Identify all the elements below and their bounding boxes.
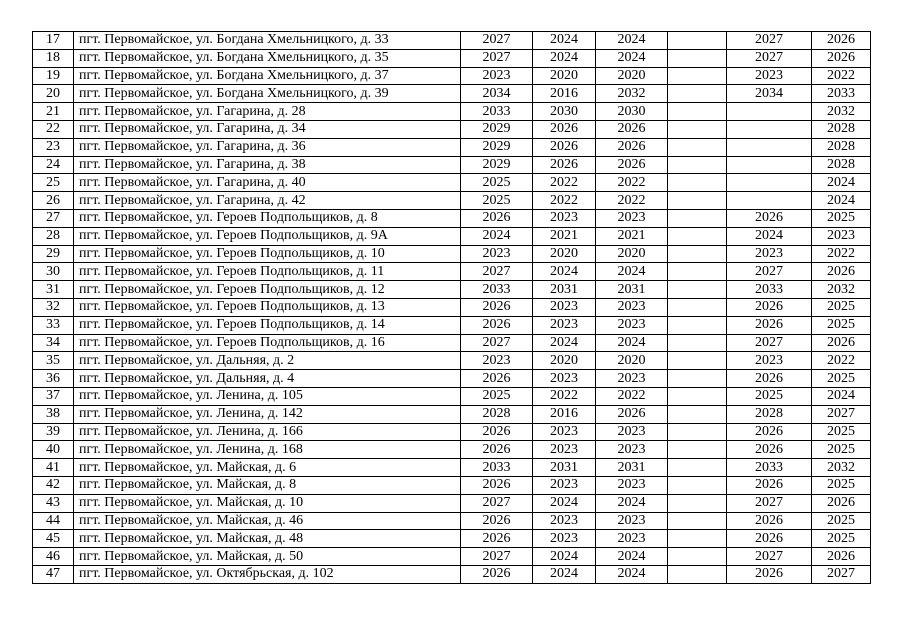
year-cell [668, 530, 727, 548]
year-cell: 2022 [596, 387, 668, 405]
year-cell: 2026 [727, 316, 812, 334]
year-cell [727, 103, 812, 121]
year-cell: 2024 [727, 227, 812, 245]
year-cell: 2026 [461, 209, 533, 227]
year-cell [668, 67, 727, 85]
year-cell: 2026 [461, 298, 533, 316]
year-cell: 2026 [533, 120, 596, 138]
table-row [33, 209, 871, 227]
year-cell: 2034 [727, 85, 812, 103]
year-cell: 2026 [596, 405, 668, 423]
table-row [33, 370, 871, 388]
row-number-cell: 17 [33, 32, 74, 50]
table-row [33, 530, 871, 548]
year-cell: 2016 [533, 85, 596, 103]
year-cell: 2031 [533, 281, 596, 299]
year-cell: 2028 [461, 405, 533, 423]
row-number-cell: 34 [33, 334, 74, 352]
year-cell: 2024 [596, 565, 668, 583]
year-cell: 2028 [812, 120, 871, 138]
year-cell: 2025 [812, 530, 871, 548]
year-cell: 2022 [812, 352, 871, 370]
year-cell: 2033 [461, 281, 533, 299]
year-cell: 2033 [727, 281, 812, 299]
year-cell: 2026 [727, 298, 812, 316]
year-cell [668, 370, 727, 388]
address-cell: пгт. Первомайское, ул. Дальняя, д. 2 [74, 352, 461, 370]
year-cell: 2024 [596, 494, 668, 512]
year-cell: 2026 [596, 156, 668, 174]
year-cell [668, 174, 727, 192]
year-cell [668, 120, 727, 138]
year-cell: 2034 [461, 85, 533, 103]
address-cell: пгт. Первомайское, ул. Героев Подпольщиков, д. 11 [74, 263, 461, 281]
year-cell: 2028 [812, 156, 871, 174]
address-cell: пгт. Первомайское, ул. Героев Подпольщиков, д. 13 [74, 298, 461, 316]
year-cell: 2026 [727, 423, 812, 441]
year-cell: 2027 [461, 548, 533, 566]
row-number-cell: 22 [33, 120, 74, 138]
address-cell: пгт. Первомайское, ул. Героев Подпольщиков, д. 12 [74, 281, 461, 299]
year-cell [668, 245, 727, 263]
table-row [33, 85, 871, 103]
year-cell: 2026 [461, 370, 533, 388]
address-cell: пгт. Первомайское, ул. Героев Подпольщиков, д. 14 [74, 316, 461, 334]
year-cell: 2032 [812, 459, 871, 477]
year-cell: 2020 [596, 352, 668, 370]
year-cell: 2026 [727, 370, 812, 388]
year-cell: 2025 [461, 174, 533, 192]
table-row [33, 459, 871, 477]
year-cell: 2024 [596, 263, 668, 281]
year-cell [668, 227, 727, 245]
year-cell: 2023 [596, 298, 668, 316]
year-cell [668, 49, 727, 67]
year-cell [668, 209, 727, 227]
year-cell: 2024 [533, 32, 596, 50]
year-cell: 2025 [812, 423, 871, 441]
year-cell: 2021 [596, 227, 668, 245]
address-cell: пгт. Первомайское, ул. Майская, д. 50 [74, 548, 461, 566]
row-number-cell: 21 [33, 103, 74, 121]
year-cell: 2026 [727, 530, 812, 548]
year-cell: 2026 [461, 530, 533, 548]
year-cell: 2023 [596, 423, 668, 441]
address-cell: пгт. Первомайское, ул. Героев Подпольщиков, д. 9А [74, 227, 461, 245]
year-cell: 2020 [596, 67, 668, 85]
table-row [33, 565, 871, 583]
year-cell [668, 548, 727, 566]
year-cell: 2022 [533, 192, 596, 210]
address-cell: пгт. Первомайское, ул. Героев Подпольщиков, д. 16 [74, 334, 461, 352]
table-row [33, 67, 871, 85]
year-cell: 2023 [533, 530, 596, 548]
year-cell [668, 565, 727, 583]
address-cell: пгт. Первомайское, ул. Богдана Хмельницкого, д. 39 [74, 85, 461, 103]
table-row [33, 103, 871, 121]
year-cell: 2021 [533, 227, 596, 245]
row-number-cell: 28 [33, 227, 74, 245]
year-cell: 2024 [596, 49, 668, 67]
year-cell: 2026 [461, 441, 533, 459]
year-cell: 2024 [596, 334, 668, 352]
table-body [33, 32, 871, 584]
address-cell: пгт. Первомайское, ул. Майская, д. 8 [74, 476, 461, 494]
row-number-cell: 20 [33, 85, 74, 103]
address-cell: пгт. Первомайское, ул. Героев Подпольщиков, д. 8 [74, 209, 461, 227]
year-cell [668, 298, 727, 316]
table-row [33, 192, 871, 210]
year-cell: 2026 [727, 441, 812, 459]
year-cell [668, 316, 727, 334]
year-cell: 2025 [461, 192, 533, 210]
address-cell: пгт. Первомайское, ул. Гагарина, д. 42 [74, 192, 461, 210]
year-cell: 2024 [812, 192, 871, 210]
address-cell: пгт. Первомайское, ул. Богдана Хмельницкого, д. 35 [74, 49, 461, 67]
row-number-cell: 25 [33, 174, 74, 192]
year-cell: 2022 [596, 192, 668, 210]
address-cell: пгт. Первомайское, ул. Героев Подпольщиков, д. 10 [74, 245, 461, 263]
year-cell: 2026 [596, 138, 668, 156]
year-cell: 2027 [727, 32, 812, 50]
year-cell: 2023 [461, 67, 533, 85]
row-number-cell: 44 [33, 512, 74, 530]
table-row [33, 352, 871, 370]
table-row [33, 120, 871, 138]
row-number-cell: 41 [33, 459, 74, 477]
year-cell: 2032 [812, 103, 871, 121]
year-cell: 2023 [533, 512, 596, 530]
address-cell: пгт. Первомайское, ул. Гагарина, д. 34 [74, 120, 461, 138]
year-cell: 2025 [812, 298, 871, 316]
year-cell: 2023 [596, 530, 668, 548]
year-cell [668, 423, 727, 441]
row-number-cell: 33 [33, 316, 74, 334]
year-cell: 2026 [812, 263, 871, 281]
year-cell: 2023 [596, 476, 668, 494]
table-row [33, 423, 871, 441]
year-cell: 2022 [533, 174, 596, 192]
table-row [33, 387, 871, 405]
year-cell: 2022 [533, 387, 596, 405]
year-cell [668, 138, 727, 156]
data-table [32, 31, 871, 584]
year-cell: 2016 [533, 405, 596, 423]
year-cell [668, 103, 727, 121]
table-row [33, 138, 871, 156]
year-cell: 2026 [812, 32, 871, 50]
year-cell: 2022 [812, 67, 871, 85]
table-row [33, 316, 871, 334]
row-number-cell: 46 [33, 548, 74, 566]
address-cell: пгт. Первомайское, ул. Ленина, д. 168 [74, 441, 461, 459]
year-cell [668, 32, 727, 50]
year-cell [668, 156, 727, 174]
year-cell: 2023 [461, 352, 533, 370]
year-cell: 2023 [727, 245, 812, 263]
table-row [33, 156, 871, 174]
year-cell: 2024 [533, 49, 596, 67]
year-cell [727, 120, 812, 138]
year-cell [668, 494, 727, 512]
table-row [33, 227, 871, 245]
year-cell: 2024 [812, 174, 871, 192]
table-row [33, 245, 871, 263]
year-cell: 2027 [461, 334, 533, 352]
year-cell: 2031 [596, 281, 668, 299]
year-cell: 2029 [461, 138, 533, 156]
table-row [33, 441, 871, 459]
year-cell: 2029 [461, 120, 533, 138]
table-row [33, 512, 871, 530]
year-cell: 2020 [533, 352, 596, 370]
year-cell: 2026 [533, 138, 596, 156]
year-cell: 2023 [533, 476, 596, 494]
year-cell: 2032 [596, 85, 668, 103]
year-cell [727, 174, 812, 192]
year-cell: 2027 [727, 263, 812, 281]
address-cell: пгт. Первомайское, ул. Майская, д. 10 [74, 494, 461, 512]
year-cell: 2028 [812, 138, 871, 156]
row-number-cell: 47 [33, 565, 74, 583]
year-cell: 2026 [812, 334, 871, 352]
year-cell: 2027 [727, 548, 812, 566]
year-cell: 2025 [812, 370, 871, 388]
year-cell: 2026 [461, 316, 533, 334]
year-cell: 2026 [812, 494, 871, 512]
table-row [33, 476, 871, 494]
year-cell: 2026 [727, 209, 812, 227]
year-cell: 2024 [812, 387, 871, 405]
year-cell: 2023 [727, 352, 812, 370]
year-cell: 2026 [533, 156, 596, 174]
year-cell: 2025 [812, 316, 871, 334]
address-cell: пгт. Первомайское, ул. Октябрьская, д. 102 [74, 565, 461, 583]
row-number-cell: 18 [33, 49, 74, 67]
year-cell: 2033 [727, 459, 812, 477]
year-cell: 2024 [533, 334, 596, 352]
year-cell: 2025 [812, 209, 871, 227]
year-cell [668, 263, 727, 281]
row-number-cell: 36 [33, 370, 74, 388]
year-cell: 2023 [596, 441, 668, 459]
row-number-cell: 24 [33, 156, 74, 174]
year-cell: 2020 [533, 245, 596, 263]
year-cell: 2030 [596, 103, 668, 121]
year-cell [727, 156, 812, 174]
row-number-cell: 43 [33, 494, 74, 512]
year-cell: 2026 [461, 476, 533, 494]
year-cell [668, 512, 727, 530]
table-row [33, 405, 871, 423]
year-cell: 2020 [533, 67, 596, 85]
year-cell: 2023 [596, 209, 668, 227]
year-cell: 2023 [533, 423, 596, 441]
year-cell [668, 387, 727, 405]
year-cell [668, 192, 727, 210]
address-cell: пгт. Первомайское, ул. Гагарина, д. 38 [74, 156, 461, 174]
row-number-cell: 45 [33, 530, 74, 548]
year-cell: 2033 [461, 459, 533, 477]
row-number-cell: 26 [33, 192, 74, 210]
row-number-cell: 40 [33, 441, 74, 459]
row-number-cell: 42 [33, 476, 74, 494]
year-cell: 2023 [596, 512, 668, 530]
year-cell: 2023 [533, 441, 596, 459]
year-cell: 2026 [461, 423, 533, 441]
year-cell: 2023 [596, 316, 668, 334]
year-cell: 2023 [461, 245, 533, 263]
year-cell: 2033 [461, 103, 533, 121]
year-cell: 2024 [533, 494, 596, 512]
table-row [33, 32, 871, 50]
year-cell: 2027 [461, 49, 533, 67]
year-cell: 2023 [812, 227, 871, 245]
year-cell: 2023 [596, 370, 668, 388]
row-number-cell: 38 [33, 405, 74, 423]
year-cell: 2027 [727, 494, 812, 512]
year-cell: 2023 [533, 370, 596, 388]
year-cell: 2026 [461, 565, 533, 583]
year-cell: 2027 [727, 49, 812, 67]
year-cell: 2025 [461, 387, 533, 405]
address-cell: пгт. Первомайское, ул. Ленина, д. 142 [74, 405, 461, 423]
year-cell: 2032 [812, 281, 871, 299]
year-cell: 2023 [533, 316, 596, 334]
year-cell: 2026 [596, 120, 668, 138]
address-cell: пгт. Первомайское, ул. Ленина, д. 166 [74, 423, 461, 441]
year-cell [668, 405, 727, 423]
row-number-cell: 35 [33, 352, 74, 370]
row-number-cell: 19 [33, 67, 74, 85]
year-cell [668, 352, 727, 370]
year-cell: 2024 [533, 565, 596, 583]
table-row [33, 298, 871, 316]
table-row [33, 334, 871, 352]
year-cell [668, 334, 727, 352]
year-cell: 2024 [533, 263, 596, 281]
year-cell: 2024 [461, 227, 533, 245]
year-cell [727, 192, 812, 210]
address-cell: пгт. Первомайское, ул. Гагарина, д. 40 [74, 174, 461, 192]
year-cell: 2024 [596, 548, 668, 566]
year-cell: 2025 [812, 512, 871, 530]
year-cell: 2026 [461, 512, 533, 530]
year-cell: 2023 [533, 209, 596, 227]
row-number-cell: 27 [33, 209, 74, 227]
year-cell [668, 459, 727, 477]
year-cell: 2027 [812, 565, 871, 583]
table-row [33, 49, 871, 67]
address-cell: пгт. Первомайское, ул. Майская, д. 6 [74, 459, 461, 477]
row-number-cell: 39 [33, 423, 74, 441]
address-cell: пгт. Первомайское, ул. Гагарина, д. 28 [74, 103, 461, 121]
row-number-cell: 31 [33, 281, 74, 299]
year-cell: 2023 [533, 298, 596, 316]
table-row [33, 174, 871, 192]
year-cell: 2025 [812, 476, 871, 494]
year-cell: 2027 [461, 32, 533, 50]
year-cell [668, 85, 727, 103]
year-cell [727, 138, 812, 156]
year-cell [668, 281, 727, 299]
address-cell: пгт. Первомайское, ул. Богдана Хмельницкого, д. 37 [74, 67, 461, 85]
row-number-cell: 30 [33, 263, 74, 281]
year-cell: 2027 [812, 405, 871, 423]
table-row [33, 494, 871, 512]
address-cell: пгт. Первомайское, ул. Майская, д. 48 [74, 530, 461, 548]
year-cell: 2020 [596, 245, 668, 263]
year-cell: 2023 [727, 67, 812, 85]
year-cell: 2028 [727, 405, 812, 423]
year-cell: 2030 [533, 103, 596, 121]
year-cell: 2026 [812, 548, 871, 566]
table-row [33, 263, 871, 281]
year-cell [668, 441, 727, 459]
year-cell: 2024 [596, 32, 668, 50]
address-cell: пгт. Первомайское, ул. Ленина, д. 105 [74, 387, 461, 405]
table-row [33, 548, 871, 566]
year-cell: 2025 [812, 441, 871, 459]
year-cell: 2022 [596, 174, 668, 192]
year-cell: 2026 [727, 512, 812, 530]
year-cell: 2027 [461, 263, 533, 281]
year-cell: 2027 [461, 494, 533, 512]
year-cell: 2033 [812, 85, 871, 103]
row-number-cell: 29 [33, 245, 74, 263]
year-cell: 2031 [596, 459, 668, 477]
year-cell: 2029 [461, 156, 533, 174]
row-number-cell: 37 [33, 387, 74, 405]
year-cell: 2026 [812, 49, 871, 67]
address-cell: пгт. Первомайское, ул. Гагарина, д. 36 [74, 138, 461, 156]
year-cell [668, 476, 727, 494]
row-number-cell: 23 [33, 138, 74, 156]
year-cell: 2026 [727, 565, 812, 583]
year-cell: 2027 [727, 334, 812, 352]
address-cell: пгт. Первомайское, ул. Богдана Хмельницкого, д. 33 [74, 32, 461, 50]
table-row [33, 281, 871, 299]
address-cell: пгт. Первомайское, ул. Майская, д. 46 [74, 512, 461, 530]
year-cell: 2031 [533, 459, 596, 477]
year-cell: 2022 [812, 245, 871, 263]
row-number-cell: 32 [33, 298, 74, 316]
year-cell: 2026 [727, 476, 812, 494]
year-cell: 2024 [533, 548, 596, 566]
year-cell: 2025 [727, 387, 812, 405]
address-cell: пгт. Первомайское, ул. Дальняя, д. 4 [74, 370, 461, 388]
